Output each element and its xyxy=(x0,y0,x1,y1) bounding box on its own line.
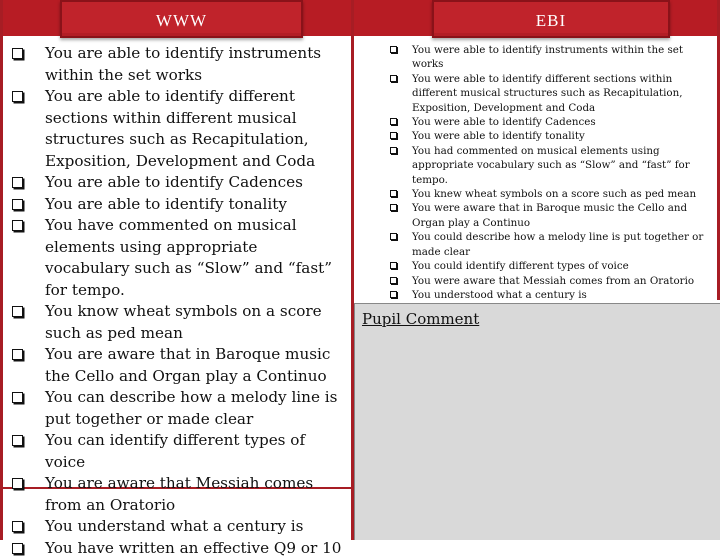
ebi-item-text: You were aware that Messiah comes from an Oratorio xyxy=(412,275,694,287)
ebi-header: EBI xyxy=(432,0,670,38)
www-header: WWW xyxy=(60,0,303,38)
pupil-comment-title: Pupil Comment xyxy=(362,310,479,328)
ebi-item-text: You knew wheat symbols on a score such as ped mean xyxy=(412,188,696,200)
www-item xyxy=(12,86,342,172)
ebi-item-text: You were able to identify Cadences xyxy=(412,116,596,128)
www-item xyxy=(12,194,342,216)
checkbox-icon[interactable] xyxy=(12,392,23,403)
checkbox-icon[interactable] xyxy=(12,478,23,489)
ebi-item xyxy=(388,115,708,129)
ebi-item xyxy=(388,144,708,187)
www-item-text: You are able to identify Cadences xyxy=(45,173,303,191)
checkbox-icon[interactable] xyxy=(12,220,23,231)
checkbox-icon[interactable] xyxy=(390,204,397,211)
checkbox-icon[interactable] xyxy=(390,233,397,240)
ebi-item xyxy=(388,43,708,72)
ebi-item-text: You were able to identify different sections within different musical structures such as Recapitulation, Exposition, Development and Coda xyxy=(412,73,683,114)
www-item-text: You can describe how a melody line is put together or made clear xyxy=(45,388,337,428)
ebi-item xyxy=(388,230,708,259)
ebi-item xyxy=(388,201,708,230)
checkbox-icon[interactable] xyxy=(390,75,397,82)
checkbox-icon[interactable] xyxy=(12,48,23,59)
checkbox-icon[interactable] xyxy=(390,190,397,197)
header-band-right xyxy=(670,0,720,36)
ebi-item-text: You were aware that in Baroque music the Cello and Organ play a Continuo xyxy=(412,202,687,228)
checkbox-icon[interactable] xyxy=(12,306,23,317)
ebi-item xyxy=(388,259,708,273)
checkbox-icon[interactable] xyxy=(390,147,397,154)
www-item xyxy=(12,538,342,559)
www-item-text: You have written an effective Q9 or 10 xyxy=(45,539,341,557)
www-item xyxy=(12,344,342,387)
www-item-text: You understand what a century is xyxy=(45,517,303,535)
checkbox-icon[interactable] xyxy=(12,435,23,446)
checkbox-icon[interactable] xyxy=(390,132,397,139)
www-item xyxy=(12,430,342,473)
www-item-text: You can identify different types of voice xyxy=(45,431,305,471)
ebi-item-text: You were able to identify instruments within the set works xyxy=(412,44,683,70)
checkbox-icon[interactable] xyxy=(12,199,23,210)
www-item-text: You are able to identify instruments within the set works xyxy=(45,44,321,84)
www-item-text: You are aware that Messiah comes from an Oratorio xyxy=(45,474,313,514)
www-checklist xyxy=(12,43,342,559)
www-item-text: You have commented on musical elements using appropriate vocabulary such as “Slow” and “fast” for tempo. xyxy=(45,216,332,299)
left-border xyxy=(0,0,3,540)
www-item xyxy=(12,43,342,86)
ebi-item-text: You were able to identify tonality xyxy=(412,130,585,142)
checkbox-icon[interactable] xyxy=(390,46,397,53)
www-item xyxy=(12,301,342,344)
www-item xyxy=(12,516,342,538)
www-item xyxy=(12,473,342,516)
www-item-text: You are able to identify different sections within different musical structures such as Recapitulation, Exposition, Development and Coda xyxy=(45,87,315,170)
ebi-item-text: You could describe how a melody line is put together or made clear xyxy=(412,231,703,257)
ebi-item xyxy=(388,187,708,201)
checkbox-icon[interactable] xyxy=(390,291,397,298)
ebi-item-text: You had commented on musical elements using appropriate vocabulary such as “Slow” and “fast” for tempo. xyxy=(412,145,690,186)
ebi-item xyxy=(388,72,708,115)
checkbox-icon[interactable] xyxy=(390,277,397,284)
checkbox-icon[interactable] xyxy=(12,521,23,532)
ebi-item-text: You could identify different types of voice xyxy=(412,260,629,272)
ebi-item xyxy=(388,288,708,302)
checkbox-icon[interactable] xyxy=(12,91,23,102)
www-item-text: You know wheat symbols on a score such as ped mean xyxy=(45,302,322,342)
header-band-middle xyxy=(303,0,432,36)
checkbox-icon[interactable] xyxy=(12,349,23,360)
www-item-text: You are aware that in Baroque music the Cello and Organ play a Continuo xyxy=(45,345,330,385)
header-band-left xyxy=(0,0,60,36)
checkbox-icon[interactable] xyxy=(390,262,397,269)
www-item xyxy=(12,215,342,301)
checkbox-icon[interactable] xyxy=(390,118,397,125)
ebi-item xyxy=(388,129,708,143)
www-item xyxy=(12,172,342,194)
ebi-item-text: You understood what a century is xyxy=(412,289,587,301)
www-item xyxy=(12,387,342,430)
ebi-checklist xyxy=(388,43,708,317)
ebi-item xyxy=(388,274,708,288)
checkbox-icon[interactable] xyxy=(12,177,23,188)
checkbox-icon[interactable] xyxy=(12,543,23,554)
pupil-comment-box[interactable] xyxy=(354,303,720,540)
www-item-text: You are able to identify tonality xyxy=(45,195,287,213)
